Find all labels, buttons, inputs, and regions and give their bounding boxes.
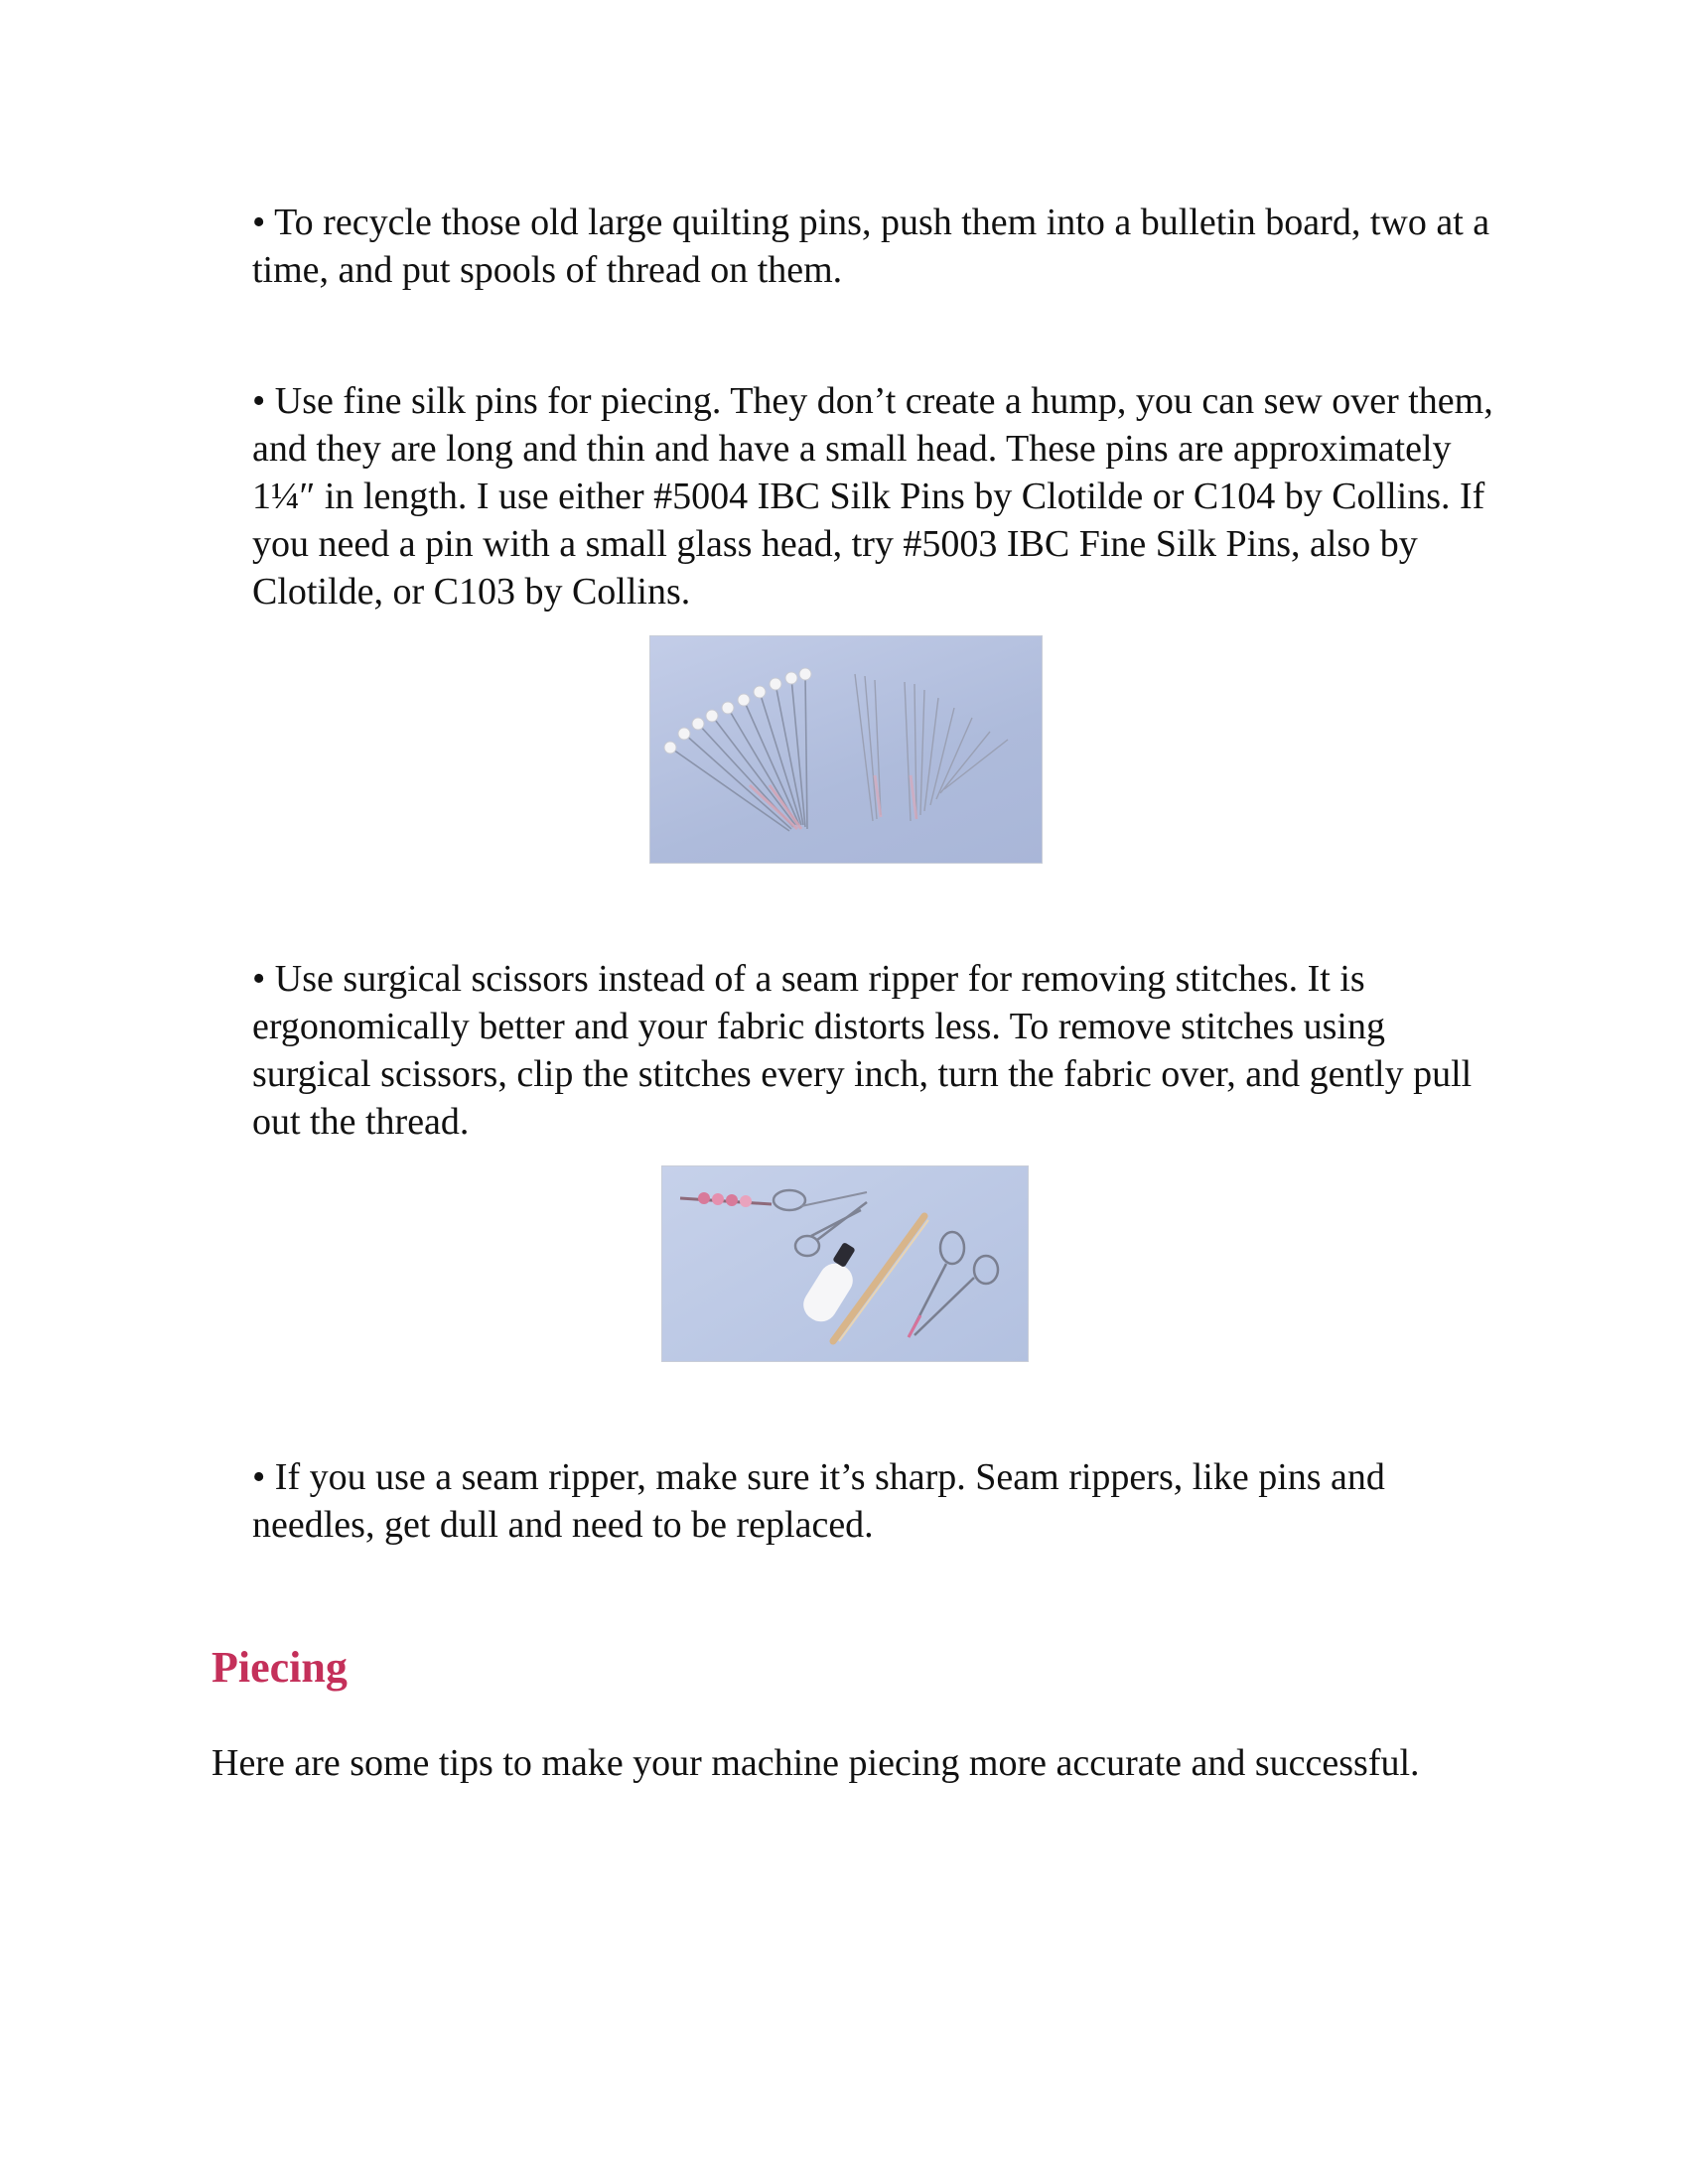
scissors-tools-photo xyxy=(661,1165,1029,1362)
tip-seam-ripper: • If you use a seam ripper, make sure it’s sharp. Seam rippers, like pins and needles, get dull and need to be replaced. xyxy=(252,1456,1385,1546)
tip-recycle-pins: • To recycle those old large quilting pins, push them into a bulletin board, two at a time, and put spools of thread on them. xyxy=(252,202,1490,291)
tip-surgical-scissors: • Use surgical scissors instead of a seam ripper for removing stitches. It is ergonomically better and your fabric distorts less. To remove stitches using surgical scissors, clip the stitches every inch, turn the fabric over, and gently pull out the thread. xyxy=(252,958,1473,1143)
section-heading-piecing: Piecing xyxy=(211,1643,348,1692)
silk-pins-photo xyxy=(649,635,1043,864)
tip-silk-pins: • Use fine silk pins for piecing. They don’t create a hump, you can sew over them, and they are long and thin and have a small head. These pins are approximately 1¼″ in length. I use either #5004 IBC Silk Pins by Clotilde or C104 by Collins. If you need a pin with a small glass head, try #5003 IBC Fine Silk Pins, also by Clotilde, or C103 by Collins. xyxy=(252,380,1493,613)
section-intro: Here are some tips to make your machine piecing more accurate and successful. xyxy=(211,1742,1420,1784)
pins-illustration xyxy=(650,636,1042,863)
scissors-illustration xyxy=(662,1166,1028,1361)
